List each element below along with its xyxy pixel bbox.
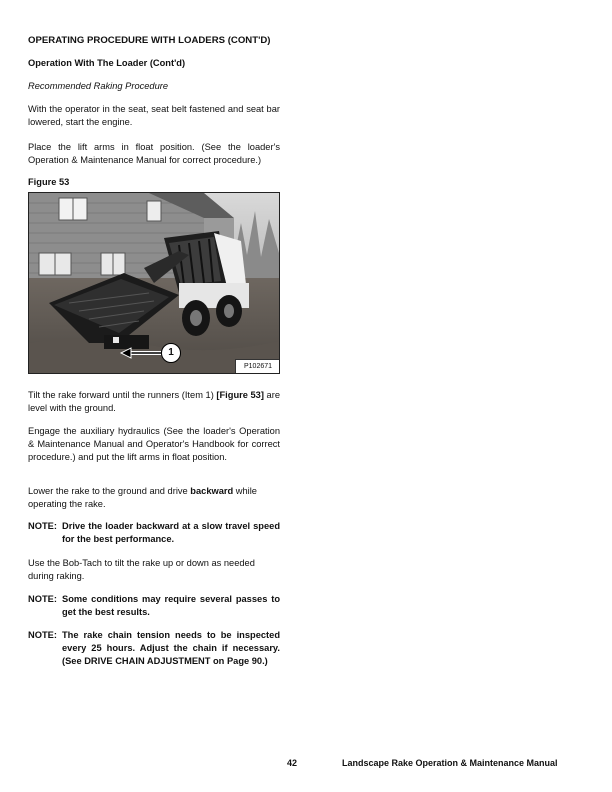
tilt-rake-text-end: are level with the ground. [28, 390, 280, 414]
note-text: Some conditions may require several passes to get the best results. [62, 594, 280, 618]
figure-label: Figure 53 [28, 177, 70, 187]
note-chain-tension [28, 629, 280, 669]
subsection-title: Recommended Raking Procedure [28, 81, 169, 91]
subheading: Operation With The Loader (Cont'd) [28, 58, 186, 68]
page-number: 42 [287, 758, 298, 768]
note-text: Drive the loader backward at a slow travel speed for the best performance. [62, 521, 280, 545]
paragraph-lower-rake [28, 485, 280, 511]
paragraph-tilt-rake [28, 389, 280, 415]
note-label: NOTE: [28, 594, 57, 604]
note-slow-travel [28, 520, 280, 546]
paragraph-auxiliary-hydraulics: Engage the auxiliary hydraulics (See the loader's Operation & Maintenance Manual and Operator's Handbook for correct procedure.) and put the lift arms in float position. [28, 426, 280, 463]
paragraph-float-position: Place the lift arms in float position. (See the loader's Operation & Maintenance Manual for correct procedure.) [28, 142, 280, 166]
tilt-rake-text: Tilt the rake forward until the runners (Item 1) [28, 390, 217, 400]
lower-rake-text: Lower the rake to the ground and drive [28, 486, 191, 496]
callout-item-1: 1 [161, 343, 181, 363]
skid-steer-rake-illustration [29, 193, 279, 373]
lower-rake-text-end: while operating the rake. [28, 486, 257, 510]
paragraph-start-engine: With the operator in the seat, seat belt fastened and seat bar lowered, start the engine. [28, 104, 280, 128]
section-heading: OPERATING PROCEDURE WITH LOADERS (CONT'D) [28, 35, 271, 46]
figure-reference: [Figure 53] [216, 390, 264, 400]
manual-title: Landscape Rake Operation & Maintenance Manual [342, 758, 558, 768]
note-label: NOTE: [28, 630, 57, 640]
backward-emphasis: backward [190, 486, 234, 496]
note-text: The rake chain tension needs to be inspected every 25 hours. Adjust the chain if necessary. (See DRIVE CHAIN ADJUSTMENT on Page 90.) [62, 630, 280, 667]
note-several-passes [28, 593, 280, 619]
paragraph-bob-tach: Use the Bob-Tach to tilt the rake up or down as needed during raking. [28, 558, 255, 582]
photo-id-label: P102671 [235, 359, 280, 374]
figure-53-photo [28, 192, 280, 374]
note-label: NOTE: [28, 521, 57, 531]
